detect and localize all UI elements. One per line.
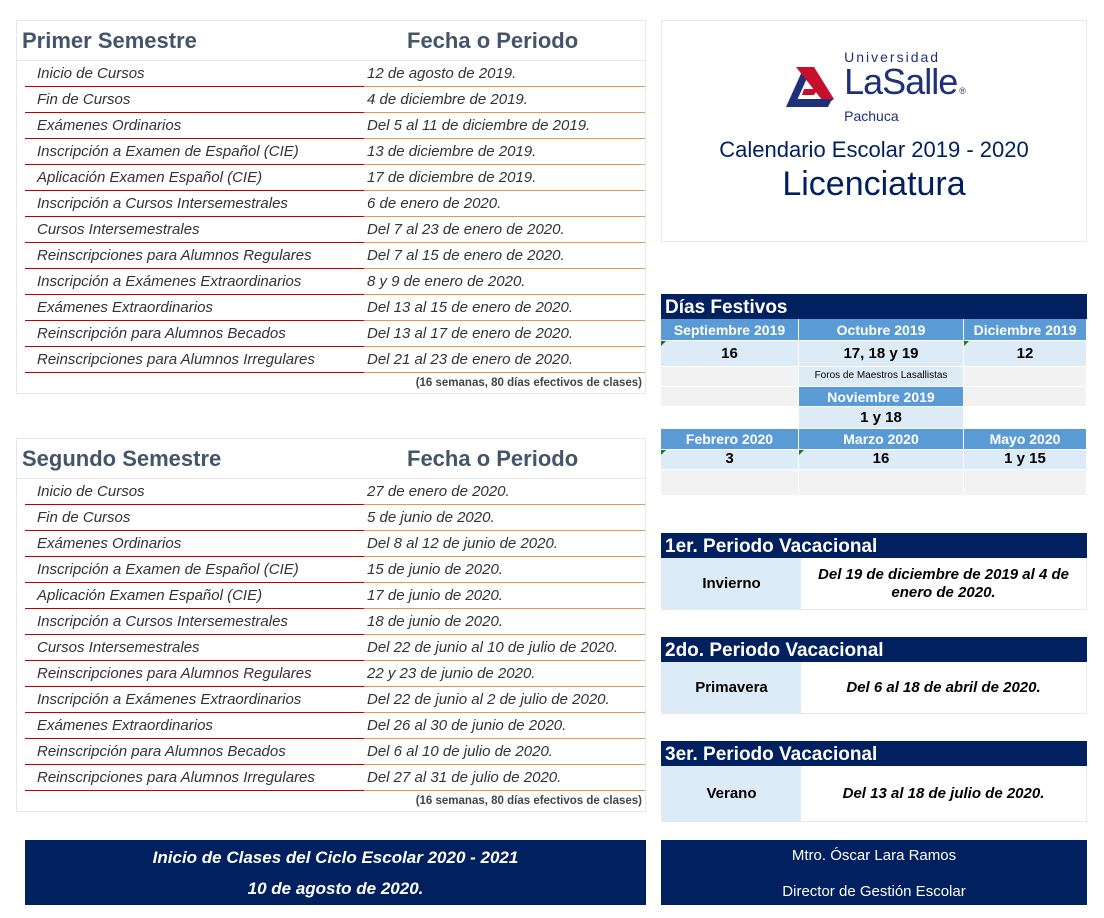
vacation-title: 2do. Periodo Vacacional — [661, 637, 1087, 662]
table-row — [17, 269, 645, 295]
empty-cell — [661, 367, 799, 387]
event-name: Reinscripción para Alumnos Becados — [25, 739, 364, 765]
semester-title: Segundo Semestre — [22, 445, 222, 471]
event-name: Inscripción a Examen de Español (CIE) — [25, 139, 364, 165]
second-semester-table — [16, 438, 646, 812]
empty-cell — [964, 387, 1087, 407]
table-row — [17, 139, 645, 165]
event-name: Inscripción a Exámenes Extraordinarios — [25, 687, 364, 713]
empty-cell — [661, 470, 799, 496]
logo-text: LaSalle — [844, 60, 958, 102]
empty-cell — [661, 407, 799, 429]
calendar-subtitle: Calendario Escolar 2019 - 2020 — [719, 137, 1029, 162]
vacation-period — [661, 533, 1087, 610]
month-header: Marzo 2020 — [799, 429, 964, 450]
event-name: Fin de Cursos — [25, 505, 364, 531]
table-row — [17, 191, 645, 217]
semester-note: (16 semanas, 80 días efectivos de clases) — [415, 377, 642, 389]
logo-text: Pachuca — [844, 107, 899, 124]
table-row — [17, 505, 645, 531]
event-date: 6 de enero de 2020. — [364, 191, 645, 217]
holiday-date: 16 — [661, 341, 799, 367]
table-row — [17, 321, 645, 347]
table-row — [17, 583, 645, 609]
event-name: Inscripción a Exámenes Extraordinarios — [25, 269, 364, 295]
empty-cell — [964, 407, 1087, 429]
table-row — [17, 765, 645, 791]
table-row — [17, 295, 645, 321]
event-date: 27 de enero de 2020. — [364, 479, 645, 505]
event-date: Del 7 al 15 de enero de 2020. — [364, 243, 645, 269]
next-cycle-banner — [25, 840, 646, 905]
event-name: Reinscripciones para Alumnos Regulares — [25, 661, 364, 687]
signature-role: Director de Gestión Escolar — [782, 883, 966, 900]
table-row — [17, 217, 645, 243]
table-row — [17, 531, 645, 557]
table-row — [17, 739, 645, 765]
event-name: Exámenes Ordinarios — [25, 113, 364, 139]
table-row — [17, 713, 645, 739]
lasalle-emblem-icon — [782, 59, 838, 113]
empty-cell — [964, 470, 1087, 496]
event-name: Reinscripciones para Alumnos Irregulares — [25, 347, 364, 373]
holiday-note: Foros de Maestros Lasallistas — [799, 367, 964, 387]
vacation-period — [661, 741, 1087, 822]
event-date: Del 7 al 23 de enero de 2020. — [364, 217, 645, 243]
table-row — [17, 557, 645, 583]
event-date: Del 26 al 30 de junio de 2020. — [364, 713, 645, 739]
holidays-table — [661, 294, 1087, 496]
event-name: Inscripción a Examen de Español (CIE) — [25, 557, 364, 583]
month-header: Septiembre 2019 — [661, 319, 799, 341]
event-name: Cursos Intersemestrales — [25, 635, 364, 661]
table-row — [17, 347, 645, 373]
event-date: Del 22 de junio al 2 de julio de 2020. — [364, 687, 645, 713]
event-date: 17 de diciembre de 2019. — [364, 165, 645, 191]
event-date: Del 27 al 31 de julio de 2020. — [364, 765, 645, 791]
holiday-date: 12 — [964, 341, 1087, 367]
month-header: Mayo 2020 — [964, 429, 1087, 450]
table-row — [17, 87, 645, 113]
event-date: Del 8 al 12 de junio de 2020. — [364, 531, 645, 557]
event-name: Reinscripciones para Alumnos Irregulares — [25, 765, 364, 791]
event-name: Cursos Intersemestrales — [25, 217, 364, 243]
month-header: Febrero 2020 — [661, 429, 799, 450]
holiday-date: 3 — [661, 450, 799, 470]
event-name: Aplicación Examen Español (CIE) — [25, 165, 364, 191]
event-name: Inscripción a Cursos Intersemestrales — [25, 191, 364, 217]
event-name: Inicio de Cursos — [25, 479, 364, 505]
event-date: 18 de junio de 2020. — [364, 609, 645, 635]
event-date: Del 13 al 15 de enero de 2020. — [364, 295, 645, 321]
table-row — [17, 661, 645, 687]
table-row — [17, 113, 645, 139]
banner-line: Inicio de Clases del Ciclo Escolar 2020 - 2021 — [152, 848, 519, 867]
event-date: 22 y 23 de junio de 2020. — [364, 661, 645, 687]
event-date: Del 22 de junio al 10 de julio de 2020. — [364, 635, 645, 661]
table-row — [17, 165, 645, 191]
event-date: Del 6 al 10 de julio de 2020. — [364, 739, 645, 765]
table-row — [17, 609, 645, 635]
event-name: Inicio de Cursos — [25, 61, 364, 87]
month-header: Noviembre 2019 — [799, 387, 964, 407]
month-header: Octubre 2019 — [799, 319, 964, 341]
semester-title: Primer Semestre — [22, 27, 197, 53]
logo-registered-mark: ® — [959, 85, 966, 96]
table-row — [17, 479, 645, 505]
event-name: Aplicación Examen Español (CIE) — [25, 583, 364, 609]
header-box — [661, 20, 1087, 242]
vacation-period — [661, 637, 1087, 714]
vacation-season: Primavera — [662, 662, 801, 713]
column-header: Fecha o Periodo — [407, 27, 579, 53]
table-row — [17, 61, 645, 87]
event-name: Inscripción a Cursos Intersemestrales — [25, 609, 364, 635]
event-date: 17 de junio de 2020. — [364, 583, 645, 609]
lasalle-logo — [662, 21, 1086, 124]
vacation-title: 3er. Periodo Vacacional — [661, 741, 1087, 766]
event-name: Reinscripción para Alumnos Becados — [25, 321, 364, 347]
event-name: Fin de Cursos — [25, 87, 364, 113]
table-row — [17, 243, 645, 269]
vacation-season: Verano — [662, 766, 801, 821]
event-date: Del 13 al 17 de enero de 2020. — [364, 321, 645, 347]
event-name: Reinscripciones para Alumnos Regulares — [25, 243, 364, 269]
vacation-dates: Del 13 al 18 de julio de 2020. — [842, 784, 1045, 802]
column-header: Fecha o Periodo — [407, 445, 579, 471]
holiday-date: 16 — [799, 450, 964, 470]
event-date: 8 y 9 de enero de 2020. — [364, 269, 645, 295]
event-date: 13 de diciembre de 2019. — [364, 139, 645, 165]
event-date: 5 de junio de 2020. — [364, 505, 645, 531]
event-date: 12 de agosto de 2019. — [364, 61, 645, 87]
semester-note: (16 semanas, 80 días efectivos de clases) — [415, 795, 642, 807]
calendar-title: Licenciatura — [782, 165, 966, 203]
event-date: Del 21 al 23 de enero de 2020. — [364, 347, 645, 373]
empty-cell — [799, 470, 964, 496]
event-name: Exámenes Extraordinarios — [25, 295, 364, 321]
event-name: Exámenes Extraordinarios — [25, 713, 364, 739]
holidays-title: Días Festivos — [661, 294, 1087, 319]
vacation-title: 1er. Periodo Vacacional — [661, 533, 1087, 558]
vacation-season: Invierno — [662, 558, 801, 609]
holiday-date: 1 y 18 — [799, 407, 964, 429]
signature-name: Mtro. Óscar Lara Ramos — [791, 847, 957, 864]
event-date: 15 de junio de 2020. — [364, 557, 645, 583]
empty-cell — [661, 387, 799, 407]
empty-cell — [964, 367, 1087, 387]
vacation-dates: Del 19 de diciembre de 2019 al 4 de enero de 2020. — [818, 565, 1069, 601]
month-header: Diciembre 2019 — [964, 319, 1087, 341]
signature-block — [661, 840, 1087, 905]
holiday-date: 1 y 15 — [964, 450, 1087, 470]
holiday-date: 17, 18 y 19 — [799, 341, 964, 367]
table-row — [17, 687, 645, 713]
event-date: Del 5 al 11 de diciembre de 2019. — [364, 113, 645, 139]
vacation-dates: Del 6 al 18 de abril de 2020. — [846, 678, 1041, 696]
first-semester-table — [16, 20, 646, 394]
logo-text: Universidad — [844, 48, 941, 65]
table-row — [17, 635, 645, 661]
banner-date: 10 de agosto de 2020. — [247, 879, 424, 898]
event-date: 4 de diciembre de 2019. — [364, 87, 645, 113]
event-name: Exámenes Ordinarios — [25, 531, 364, 557]
